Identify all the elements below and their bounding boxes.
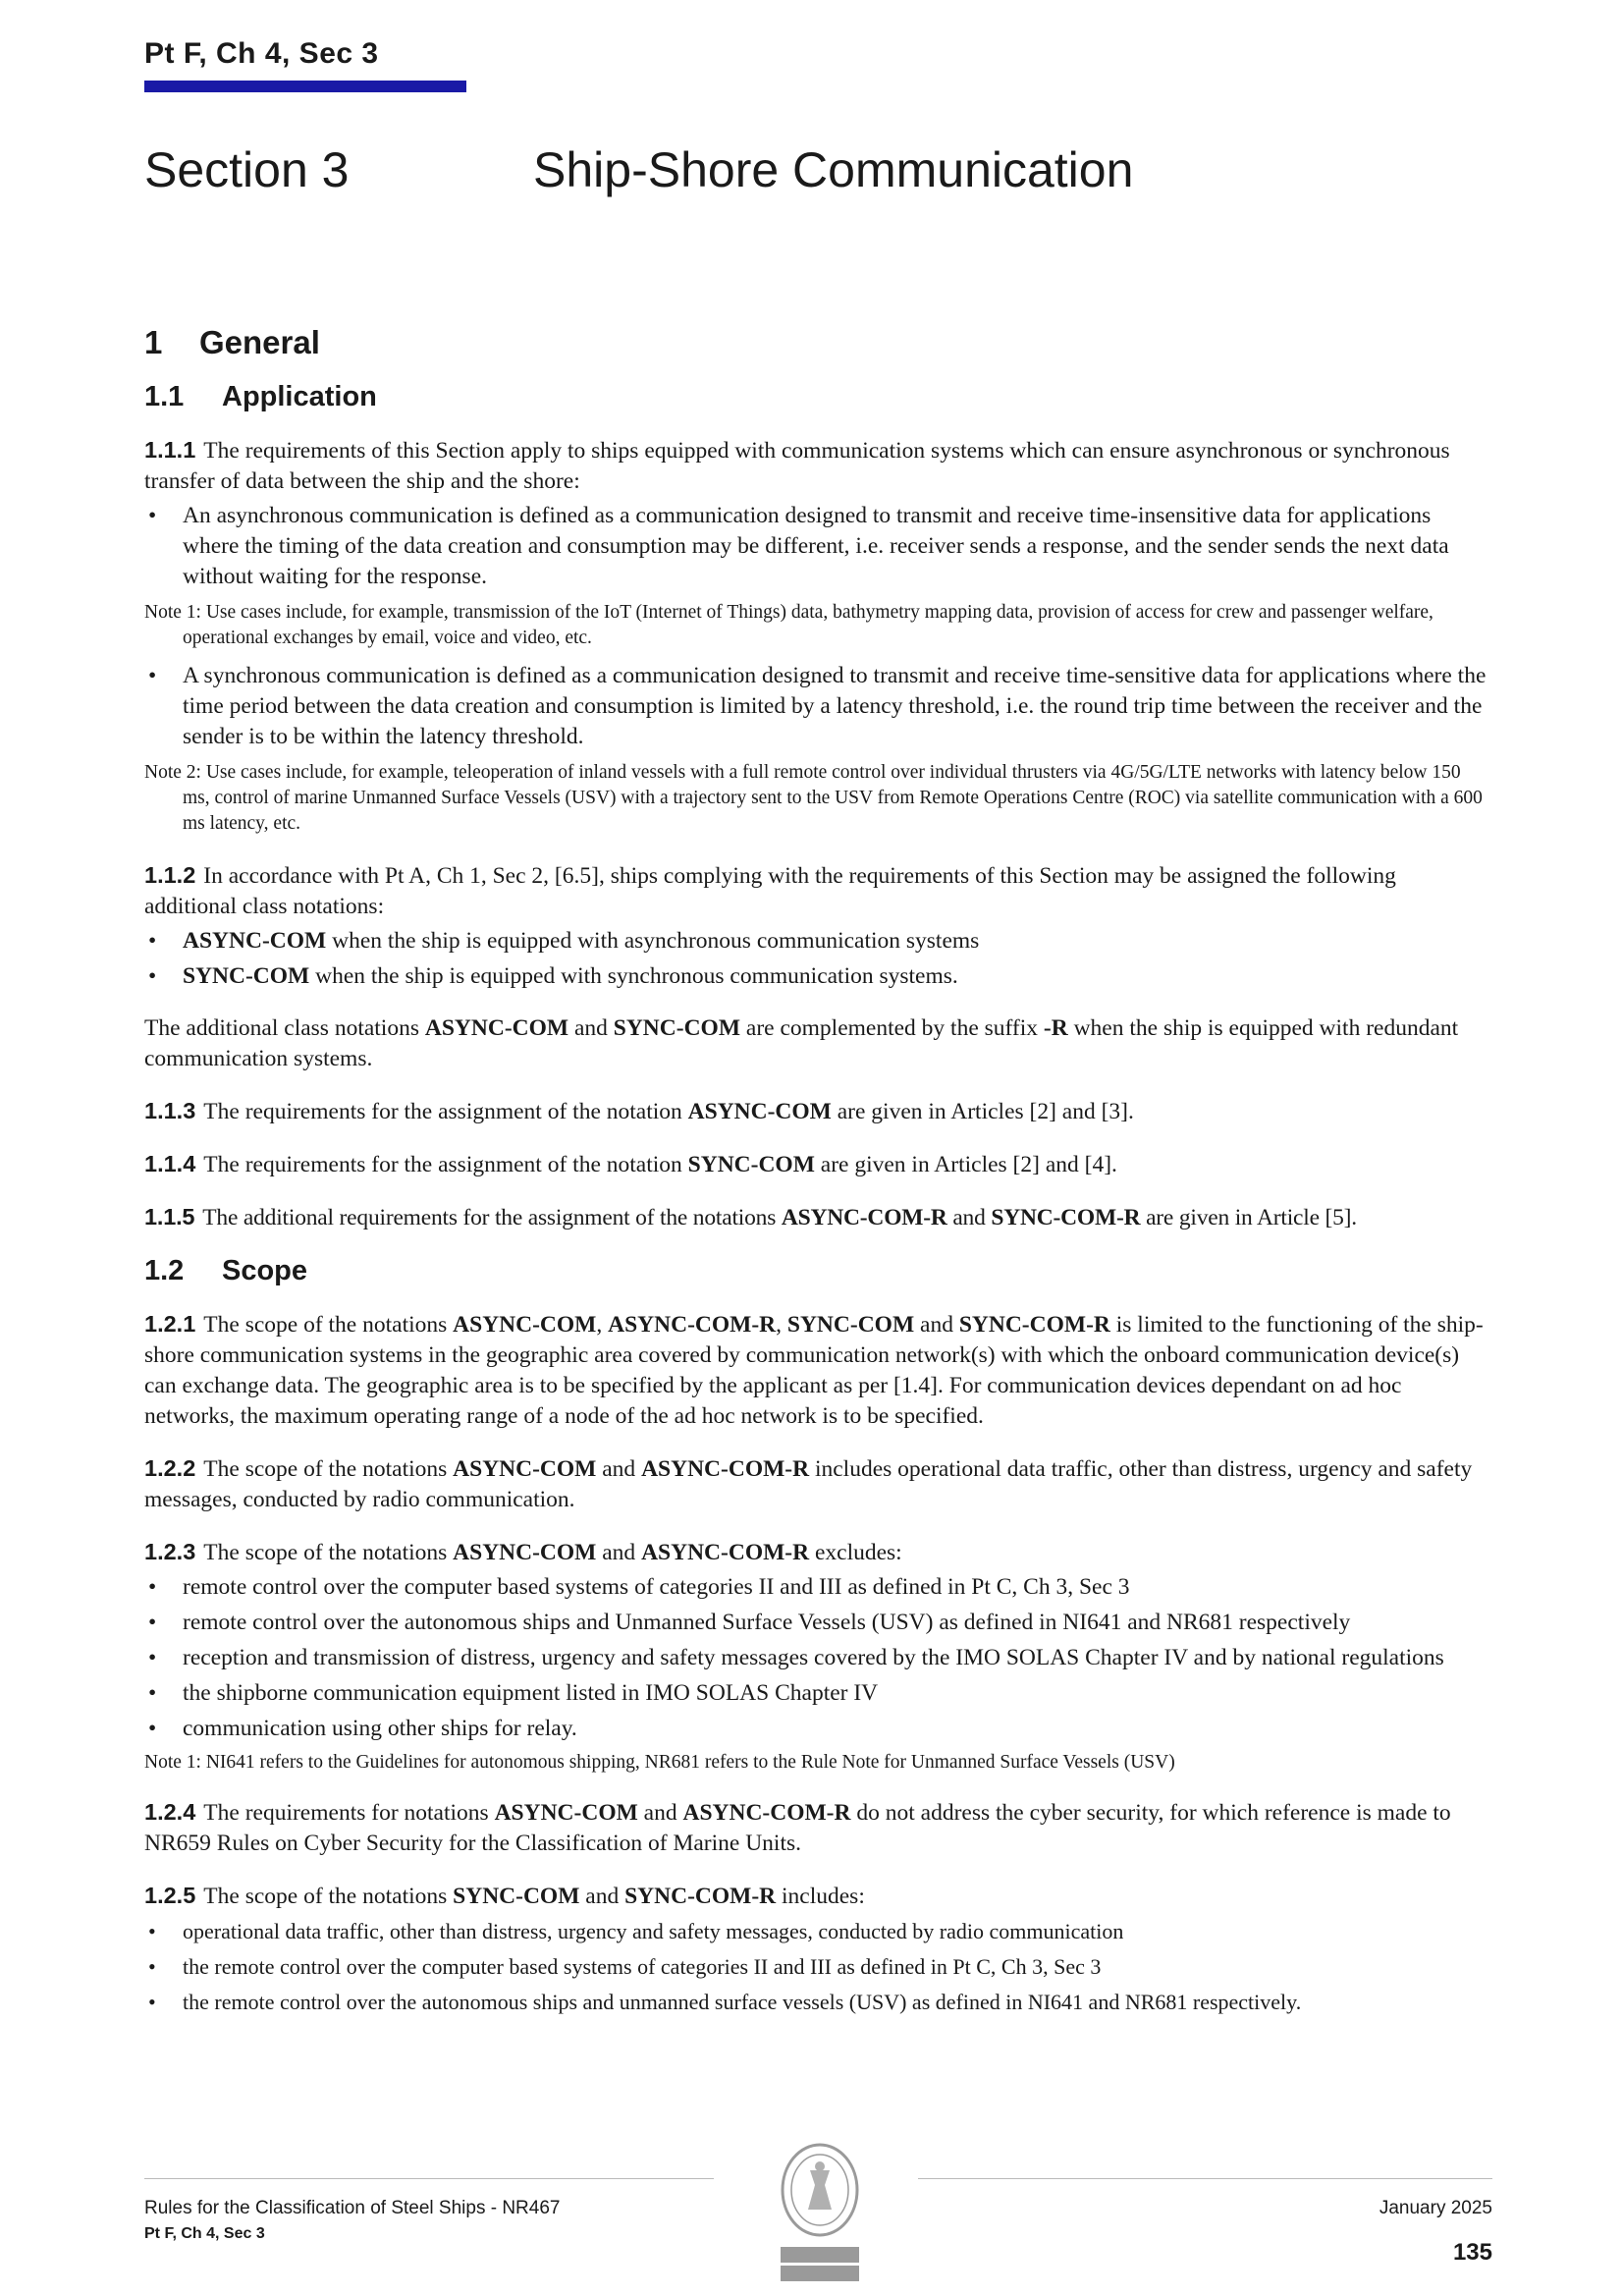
paragraph-1-2-2: 1.2.2 The scope of the notations ASYNC-COM and ASYNC-COM-R includes operational data traffic, other than distress, urgency and safety messages, conducted by radio communication.	[144, 1455, 1473, 1512]
footer-rule-left	[144, 2178, 714, 2179]
list-item: • A synchronous communication is defined as a communication designed to transmit and receive time-sensitive data for applications where the time period between the data creation and consumption is limited by a latency threshold, i.e. the round trip time between the receiver and the sender is to be within the latency threshold.	[144, 661, 1492, 752]
paragraph-1-1-1: 1.1.1 The requirements of this Section apply to ships equipped with communication systems which can ensure asynchronous or synchronous transfer of data between the ship and the shore:	[144, 437, 1450, 494]
heading-1-1-application: 1.1 Application	[144, 381, 377, 412]
bullet-list-1-1-1-b	[144, 661, 1492, 752]
footer-date: January 2025	[1379, 2198, 1492, 2218]
header-rule	[144, 81, 466, 92]
paragraph-1-1-2: 1.1.2 In accordance with Pt A, Ch 1, Sec 2, [6.5], ships complying with the requirements of this Section may be assigned the following additional class notations:	[144, 862, 1396, 919]
paragraph-1-2-1: 1.2.1 The scope of the notations ASYNC-COM, ASYNC-COM-R, SYNC-COM and SYNC-COM-R is limited to the functioning of the ship-shore communication systems in the geographic area covered by communication network(s) with which the onboard communication device(s) can exchange data. The geographic area is to be specified by the applicant as per [1.4]. For communication devices dependant on ad hoc networks, the maximum operating range of a node of the ad hoc network is to be specified.	[144, 1311, 1484, 1429]
bureau-veritas-logo	[771, 2141, 869, 2288]
bullet-list-1-1-1	[144, 501, 1492, 592]
footer-rules-title: Rules for the Classification of Steel Ships - NR467	[144, 2198, 561, 2218]
paragraph-1-1-2-suffix: The additional class notations ASYNC-COM and SYNC-COM are complemented by the suffix -R when the ship is equipped with redundant communication systems.	[144, 1015, 1459, 1071]
footer-rule-right	[918, 2178, 1492, 2179]
list-item: • remote control over the computer based systems of categories II and III as defined in Pt C, Ch 3, Sec 3	[144, 1572, 1492, 1603]
list-item: • An asynchronous communication is defined as a communication designed to transmit and receive time-insensitive data for applications where the timing of the data creation and consumption may be different, i.e. receiver sends a response, and the sender sends the next data without waiting for the response.	[144, 501, 1492, 592]
paragraph-1-2-3: 1.2.3 The scope of the notations ASYNC-COM and ASYNC-COM-R excludes:	[144, 1539, 902, 1565]
note-1-1-1-b: Note 2: Use cases include, for example, teleoperation of inland vessels with a full remote control over individual thrusters via 4G/5G/LTE networks with latency below 150 ms, control of marine Unmanned Surface Vessels (USV) with a trajectory sent to the USV from Remote Operations Centre (ROC) via satellite communication with a 600 ms latency, etc.	[144, 762, 1483, 834]
note-1-1-1-a: Note 1: Use cases include, for example, transmission of the IoT (Internet of Things) data, bathymetry mapping data, provision of access for crew and passenger welfare, operational exchanges by email, voice and video, etc.	[144, 602, 1433, 648]
list-item: • the remote control over the computer based systems of categories II and III as defined in Pt C, Ch 3, Sec 3	[144, 1951, 1492, 1982]
paragraph-1-1-5: 1.1.5 The additional requirements for the assignment of the notations ASYNC-COM-R and SYNC-COM-R are given in Article [5].	[144, 1204, 1357, 1230]
heading-1-2-scope: 1.2 Scope	[144, 1255, 308, 1286]
bullet-list-1-2-3	[144, 1572, 1492, 1744]
paragraph-1-1-4: 1.1.4 The requirements for the assignment of the notation SYNC-COM are given in Articles [2] and [4].	[144, 1151, 1117, 1177]
list-item: • SYNC-COM when the ship is equipped with synchronous communication systems.	[144, 961, 1492, 992]
paragraph-1-2-4: 1.2.4 The requirements for notations ASYNC-COM and ASYNC-COM-R do not address the cyber security, for which reference is made to NR659 Rules on Cyber Security for the Classification of Marine Units.	[144, 1799, 1451, 1856]
note-1-2-3: Note 1: NI641 refers to the Guidelines for autonomous shipping, NR681 refers to the Rule Note for Unmanned Surface Vessels (USV)	[144, 1752, 1175, 1773]
document-body	[144, 324, 1492, 2039]
list-item: • the shipborne communication equipment listed in IMO SOLAS Chapter IV	[144, 1678, 1492, 1709]
bullet-list-1-2-5	[144, 1916, 1492, 2017]
heading-1-general: 1 General	[144, 324, 320, 360]
paragraph-1-1-3: 1.1.3 The requirements for the assignment of the notation ASYNC-COM are given in Articles [2] and [3].	[144, 1098, 1134, 1124]
list-item: • operational data traffic, other than distress, urgency and safety messages, conducted by radio communication	[144, 1916, 1492, 1946]
footer-reference: Pt F, Ch 4, Sec 3	[144, 2225, 265, 2242]
paragraph-1-2-5: 1.2.5 The scope of the notations SYNC-COM and SYNC-COM-R includes:	[144, 1883, 865, 1909]
running-header: Pt F, Ch 4, Sec 3	[144, 37, 379, 70]
list-item: • communication using other ships for relay.	[144, 1714, 1492, 1744]
list-item: • reception and transmission of distress, urgency and safety messages covered by the IMO SOLAS Chapter IV and by national regulations	[144, 1643, 1492, 1673]
list-item: • the remote control over the autonomous ships and unmanned surface vessels (USV) as defined in NI641 and NR681 respectively.	[144, 1987, 1492, 2017]
section-title: Ship-Shore Communication	[533, 142, 1134, 197]
list-item: • ASYNC-COM when the ship is equipped with asynchronous communication systems	[144, 926, 1492, 957]
bullet-list-1-1-2	[144, 926, 1492, 992]
list-item: • remote control over the autonomous ships and Unmanned Surface Vessels (USV) as defined in NI641 and NR681 respectively	[144, 1608, 1492, 1638]
page-number: 135	[1452, 2239, 1492, 2266]
section-number: Section 3	[144, 142, 350, 197]
